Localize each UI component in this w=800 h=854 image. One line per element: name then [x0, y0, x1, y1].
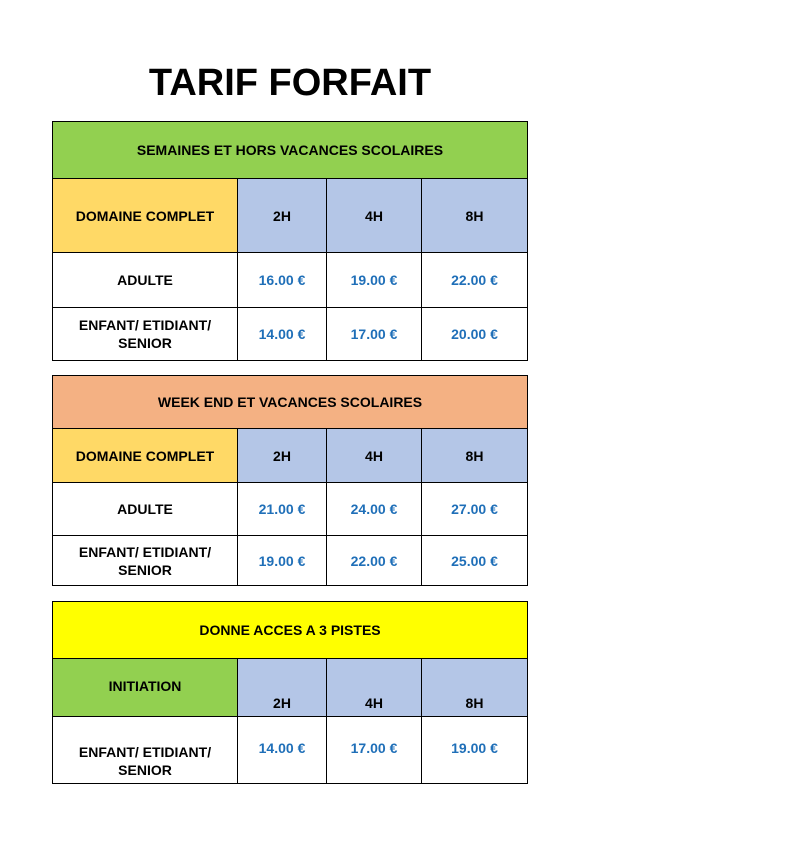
row-label: ENFANT/ ETIDIANT/ SENIOR	[53, 717, 238, 783]
table-header: SEMAINES ET HORS VACANCES SCOLAIRES	[53, 122, 527, 179]
price-cell: 25.00 €	[451, 552, 498, 569]
column-header-row	[53, 429, 527, 483]
row-label: ADULTE	[53, 253, 238, 307]
column-header-row	[53, 179, 527, 253]
column-header: 8H	[422, 659, 527, 716]
column-header-row	[53, 659, 527, 717]
column-header: 4H	[327, 429, 422, 482]
table-row	[53, 536, 527, 585]
table-row	[53, 483, 527, 536]
row-label-header: DOMAINE COMPLET	[53, 179, 238, 252]
pricing-table-initiation	[52, 601, 528, 784]
column-header: 2H	[238, 179, 327, 252]
price-cell: 24.00 €	[327, 483, 422, 535]
table-row	[53, 717, 527, 783]
price-cell: 19.00 €	[327, 253, 422, 307]
column-header: 2H	[238, 659, 327, 716]
column-header: 4H	[327, 659, 422, 716]
price-cell: 22.00 €	[327, 536, 422, 585]
price-cell: 22.00 €	[451, 272, 498, 288]
pricing-table-weekdays	[52, 121, 528, 361]
column-header: 2H	[238, 429, 327, 482]
price-cell: 19.00 €	[238, 536, 327, 585]
table-header: WEEK END ET VACANCES SCOLAIRES	[53, 376, 527, 429]
column-header: 4H	[327, 179, 422, 252]
price-cell: 27.00 €	[451, 501, 498, 517]
price-cell: 14.00 €	[238, 308, 327, 360]
table-row	[53, 253, 527, 308]
column-header: 8H	[422, 429, 527, 482]
pricing-table-weekend	[52, 375, 528, 586]
column-header: 8H	[422, 179, 527, 252]
row-label: ADULTE	[53, 483, 238, 535]
row-label: ENFANT/ ETIDIANT/ SENIOR	[53, 536, 238, 585]
price-cell: 17.00 €	[327, 717, 422, 783]
table-row	[53, 308, 527, 360]
row-label-header: DOMAINE COMPLET	[53, 429, 238, 482]
price-cell: 19.00 €	[451, 740, 498, 756]
table-header: DONNE ACCES A 3 PISTES	[53, 602, 527, 659]
price-cell: 16.00 €	[238, 253, 327, 307]
page-title: TARIF FORFAIT	[148, 62, 432, 104]
row-label: ENFANT/ ETIDIANT/ SENIOR	[53, 308, 238, 360]
price-cell: 21.00 €	[238, 483, 327, 535]
price-cell: 14.00 €	[238, 717, 327, 783]
row-label-header: INITIATION	[53, 659, 238, 716]
price-cell: 17.00 €	[327, 308, 422, 360]
price-cell: 20.00 €	[451, 326, 498, 342]
